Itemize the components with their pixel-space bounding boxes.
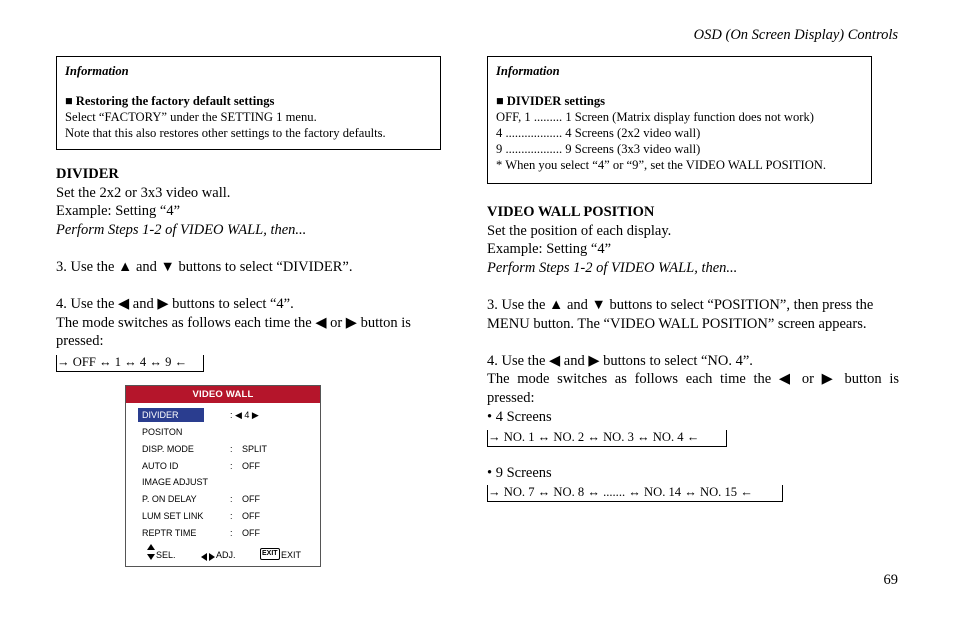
step-text: 3. Use the ▲ and ▼ buttons to select “DIVIDER”. [56,258,353,275]
info-line: * When you select “4” or “9”, set the VIDEO WALL POSITION. [496,158,827,172]
bullet-four-screens: • 4 Screens [487,408,552,425]
bullet-nine-screens: • 9 Screens [487,465,552,481]
osd-row-divider[interactable] [138,408,313,422]
osd-row-label: POSITON [142,427,183,437]
page-number: 69 [883,572,898,588]
info-box-factory-reset [56,56,441,150]
info-line: Select “FACTORY” under the SETTING 1 menu. [65,110,317,124]
info-line: 9 .................. 9 Screens (3x3 video wall) [496,142,701,156]
section-heading: VIDEO WALL POSITION [487,204,655,220]
body-text: The mode switches as follows each time the ◀ or ▶ button is [56,314,411,331]
page-header-title: OSD (On Screen Display) Controls [693,27,898,43]
body-text: pressed: [487,389,535,406]
body-text-italic: Perform Steps 1-2 of VIDEO WALL, then... [56,221,307,238]
section-heading: DIVIDER [56,166,119,182]
osd-row-label: AUTO ID [142,461,179,471]
nine-screens-label-wrap [487,464,899,483]
info-box-divider-settings [487,56,872,184]
osd-row-colon: : [230,461,233,471]
info-subtitle: ■ DIVIDER settings [496,94,606,108]
osd-footer: SEL. ADJ. EXIT EXIT [126,548,320,562]
osd-row-image-adjust[interactable] [138,475,313,489]
body-text-italic: Perform Steps 1-2 of VIDEO WALL, then... [487,259,738,276]
osd-row-position[interactable] [138,425,313,439]
step-text: 3. Use the ▲ and ▼ buttons to select “POSITION”, then press the [487,296,874,313]
osd-row-p-on-delay[interactable] [138,492,313,506]
osd-row-value: OFF [242,511,260,521]
step-text: 4. Use the ◀ and ▶ buttons to select “NO. 4”. [487,352,753,369]
osd-row-value: OFF [242,461,260,471]
osd-row-reptr-time[interactable] [138,526,313,540]
osd-row-label: P. ON DELAY [142,494,197,504]
body-text: Set the position of each display. [487,222,672,239]
body-text: Example: Setting “4” [56,203,181,220]
osd-title: VIDEO WALL [126,386,320,403]
info-line: Note that this also restores other settings to the factory defaults. [65,126,386,140]
step-text: 4. Use the ◀ and ▶ buttons to select “4”. [56,296,294,313]
osd-row-auto-id[interactable] [138,459,313,473]
osd-row-colon: : [230,444,233,454]
osd-row-value: OFF [242,528,260,538]
body-text: The mode switches as follows each time the ◀ or ▶ button is [487,371,899,388]
osd-row-colon: : [230,511,233,521]
info-line: OFF, 1 ......... 1 Screen (Matrix display function does not work) [496,110,814,124]
osd-row-value: OFF [242,494,260,504]
osd-row-colon: : [230,410,233,420]
body-text: pressed: [56,333,104,350]
info-title: Information [65,64,129,78]
up-down-arrows-icon [147,544,155,564]
osd-row-label: IMAGE ADJUST [142,477,209,487]
osd-row-colon: : [230,528,233,538]
osd-row-value: SPLIT [242,444,268,454]
osd-row-label: DISP. MODE [142,444,194,454]
osd-row-label: LUM SET LINK [142,511,204,521]
osd-row-colon: : [230,494,233,504]
divider-sequence: → OFF ↔ 1 ↔ 4 ↔ 9 ← [56,355,204,372]
step-text: MENU button. The “VIDEO WALL POSITION” screen appears. [487,315,867,332]
osd-row-label: DIVIDER [142,410,179,420]
osd-row-lum-set-link[interactable] [138,509,313,523]
adj-label: ADJ. [216,550,236,560]
four-screens-sequence: → NO. 1 ↔ NO. 2 ↔ NO. 3 ↔ NO. 4 ← [487,430,727,447]
exit-label: EXIT [281,550,302,560]
sel-label: SEL. [156,550,176,560]
nine-screens-sequence: → NO. 7 ↔ NO. 8 ↔ ....... ↔ NO. 14 ↔ NO. 15 ← [487,485,783,502]
video-wall-position-section [487,203,899,426]
left-right-arrows-icon [201,551,215,565]
osd-row-label: REPTR TIME [142,528,197,538]
divider-section [56,165,436,351]
info-subtitle: ■ Restoring the factory default settings [65,94,275,108]
body-text: Set the 2x2 or 3x3 video wall. [56,184,231,201]
info-title: Information [496,64,560,78]
osd-row-value: ◀ 4 ▶ [235,410,259,420]
body-text: Example: Setting “4” [487,241,612,258]
osd-menu-video-wall [125,385,321,567]
osd-row-disp-mode[interactable] [138,442,313,456]
info-line: 4 .................. 4 Screens (2x2 video wall) [496,126,701,140]
